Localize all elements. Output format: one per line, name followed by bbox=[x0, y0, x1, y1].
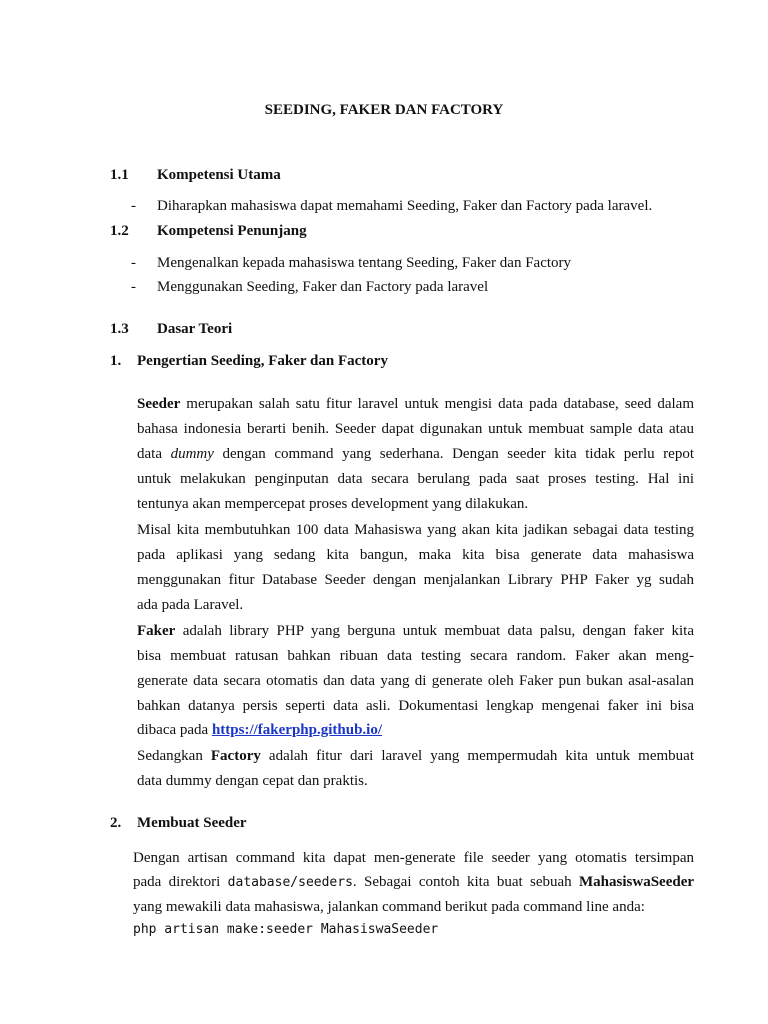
paragraph-line: ada pada Laravel. bbox=[137, 597, 244, 613]
section-1-heading: Pengertian Seeding, Faker dan Factory bbox=[137, 353, 388, 369]
text-span: data bbox=[137, 446, 171, 462]
bullet-dash: - bbox=[131, 255, 136, 271]
paragraph-line: Misal kita membutuhkan 100 data Mahasiswa yang akan kita jadikan sebagai data testing bbox=[137, 522, 694, 538]
paragraph-line bbox=[137, 446, 694, 463]
paragraph-line bbox=[137, 722, 382, 739]
text-span: merupakan salah satu fitur laravel untuk mengisi data pada database, seed dalam bbox=[180, 396, 694, 412]
section-1-2-number: 1.2 bbox=[110, 223, 129, 239]
section-1-2-label: Kompetensi Penunjang bbox=[157, 223, 307, 239]
section-2-number: 2. bbox=[110, 815, 122, 831]
paragraph-line: tentunya akan mempercepat proses development yang dilakukan. bbox=[137, 496, 529, 512]
paragraph-line bbox=[133, 874, 694, 891]
directory-path-code: database/seeders bbox=[227, 875, 353, 890]
term-factory: Factory bbox=[210, 748, 261, 764]
list-item: Diharapkan mahasiswa dapat memahami Seeding, Faker dan Factory pada laravel. bbox=[157, 198, 653, 214]
paragraph-line: bisa membuat ratusan bahkan ribuan data testing secara random. Faker akan meng- bbox=[137, 648, 694, 664]
section-1-1-label: Kompetensi Utama bbox=[157, 167, 281, 183]
paragraph-line: Dengan artisan command kita dapat men-generate file seeder yang otomatis tersimpan bbox=[133, 850, 694, 866]
section-1-3-number: 1.3 bbox=[110, 321, 129, 337]
term-mahasiswaseeder: MahasiswaSeeder bbox=[579, 874, 695, 890]
list-item: Menggunakan Seeding, Faker dan Factory pada laravel bbox=[157, 279, 489, 295]
text-span: Sedangkan bbox=[137, 748, 211, 764]
paragraph-line: generate data secara otomatis dan data yang di generate oleh Faker pun bukan asal-asalan bbox=[137, 673, 694, 689]
paragraph-line: yang mewakili data mahasiswa, jalankan command berikut pada command line anda: bbox=[133, 899, 645, 915]
italic-term: dummy bbox=[170, 446, 214, 462]
section-1-1-number: 1.1 bbox=[110, 167, 129, 183]
paragraph-line bbox=[137, 748, 694, 765]
section-1-number: 1. bbox=[110, 353, 122, 369]
bullet-dash: - bbox=[131, 279, 136, 295]
list-item: Mengenalkan kepada mahasiswa tentang Seeding, Faker dan Factory bbox=[157, 255, 572, 271]
text-span: . Sebagai contoh kita buat sebuah bbox=[352, 874, 580, 890]
section-1-3-label: Dasar Teori bbox=[157, 321, 233, 337]
paragraph-line bbox=[137, 396, 694, 413]
paragraph-line: untuk melakukan penginputan data secara berulang pada saat proses testing. Hal ini bbox=[137, 471, 694, 487]
text-span: adalah library PHP yang berguna untuk membuat data palsu, dengan faker kita bbox=[175, 623, 694, 639]
faker-docs-link[interactable]: https://fakerphp.github.io/ bbox=[211, 722, 383, 738]
term-seeder: Seeder bbox=[137, 396, 181, 412]
paragraph-line bbox=[137, 623, 694, 640]
term-faker: Faker bbox=[137, 623, 176, 639]
paragraph-line: data dummy dengan cepat dan praktis. bbox=[137, 773, 368, 789]
text-span: dibaca pada bbox=[137, 722, 212, 738]
section-2-heading: Membuat Seeder bbox=[137, 815, 247, 831]
text-span: pada direktori bbox=[133, 874, 228, 890]
text-span: adalah fitur dari laravel yang mempermudah kita untuk membuat bbox=[260, 748, 694, 764]
bullet-dash: - bbox=[131, 198, 136, 214]
command-code: php artisan make:seeder MahasiswaSeeder bbox=[133, 922, 439, 937]
paragraph-line: bahkan datanya persis seperti data asli. Dokumentasi lengkap mengenai faker ini bisa bbox=[137, 698, 694, 714]
paragraph-line: bahasa indonesia berarti benih. Seeder dapat digunakan untuk membuat sample data atau bbox=[137, 421, 694, 437]
text-span: dengan command yang sederhana. Dengan seeder kita tidak perlu repot bbox=[213, 446, 695, 462]
page-title: SEEDING, FAKER DAN FACTORY bbox=[264, 102, 504, 118]
paragraph-line: menggunakan fitur Database Seeder dengan menjalankan Library PHP Faker yg sudah bbox=[137, 572, 694, 588]
paragraph-line: pada aplikasi yang sedang kita bangun, maka kita bisa generate data mahasiswa bbox=[137, 547, 694, 563]
